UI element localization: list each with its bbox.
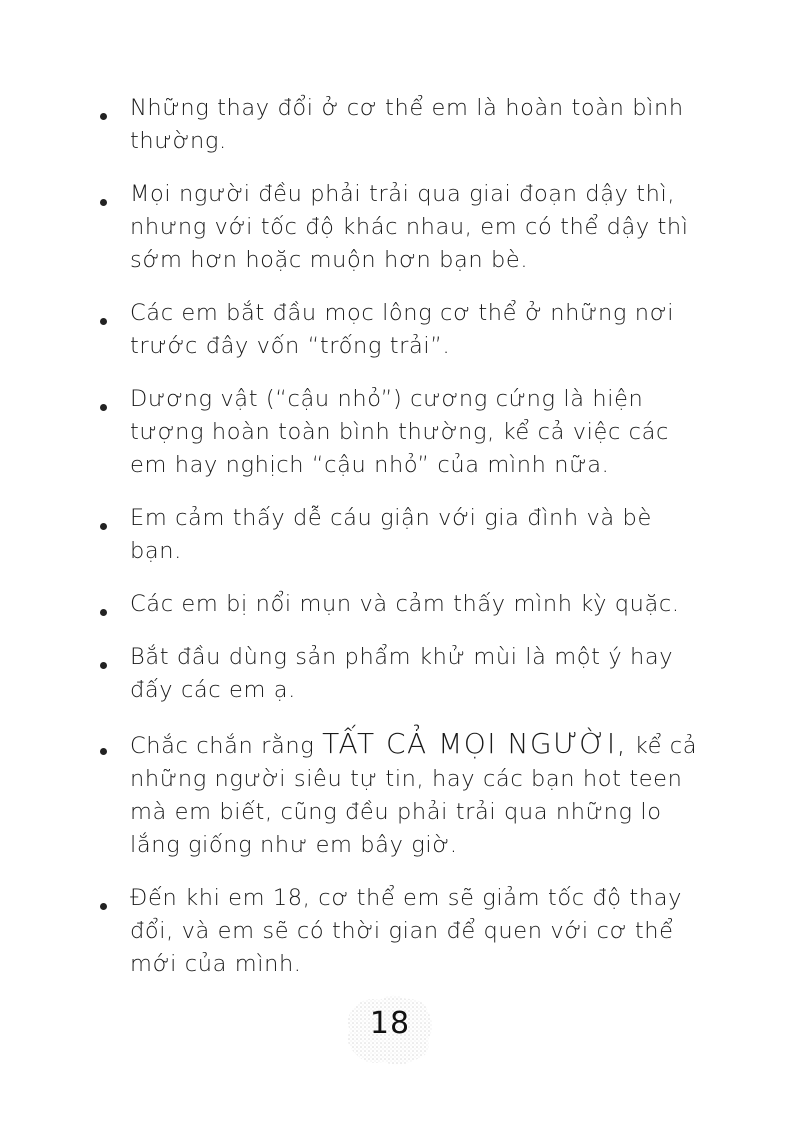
bullet-dot-icon — [100, 318, 107, 325]
bullet-dot-icon — [100, 404, 107, 411]
list-item — [118, 297, 708, 363]
bullet-dot-icon — [100, 199, 107, 206]
list-item-text: Các em bị nổi mụn và cảm thấy mình kỳ quặc. — [130, 591, 680, 617]
list-item — [118, 502, 708, 568]
list-item — [118, 92, 708, 158]
emphasis-caps-text: TẤT CẢ MỌI NGƯỜI, — [322, 727, 628, 760]
list-item-text: Đến khi em 18, cơ thể em sẽ giảm tốc độ thay đổi, và em sẽ có thời gian để quen với cơ thể mới của mình. — [130, 885, 682, 977]
bullet-dot-icon — [100, 523, 107, 530]
list-item-text-start: Chắc chắn rằng — [130, 733, 323, 759]
page-number: 18 — [369, 1006, 411, 1041]
list-item — [118, 588, 708, 621]
list-item-text: Mọi người đều phải trải qua giai đoạn dậy thì, nhưng với tốc độ khác nhau, em có thể dậy thì sớm hơn hoặc muộn hơn bạn bè. — [130, 181, 689, 273]
bullet-dot-icon — [100, 903, 107, 910]
bullet-dot-icon — [100, 662, 107, 669]
list-item-text: Các em bắt đầu mọc lông cơ thể ở những nơi trước đây vốn “trống trải”. — [130, 300, 675, 359]
list-item — [118, 882, 708, 981]
bullet-dot-icon — [100, 609, 107, 616]
list-item-text — [130, 727, 708, 862]
list-item — [118, 641, 708, 707]
list-item-text: Những thay đổi ở cơ thể em là hoàn toàn bình thường. — [130, 95, 684, 154]
list-item-text: Dương vật (“cậu nhỏ”) cương cứng là hiện tượng hoàn toàn bình thường, kể cả việc các em hay nghịch “cậu nhỏ” của mình nữa. — [130, 386, 670, 478]
list-item — [118, 383, 708, 482]
bullet-dot-icon — [100, 113, 107, 120]
page-number-badge — [340, 990, 440, 1070]
list-item-text-end: kể cả những người siêu tự tin, hay các bạn hot teen mà em biết, cũng đều phải trải qua những lo lắng giống như em bây giờ. — [130, 733, 698, 858]
list-item — [118, 178, 708, 277]
bullet-list — [118, 92, 708, 1001]
bullet-dot-icon — [100, 748, 107, 755]
list-item — [118, 727, 708, 862]
list-item-text: Em cảm thấy dễ cáu giận với gia đình và bè bạn. — [130, 505, 652, 564]
list-item-text: Bắt đầu dùng sản phẩm khử mùi là một ý hay đấy các em ạ. — [130, 644, 674, 703]
